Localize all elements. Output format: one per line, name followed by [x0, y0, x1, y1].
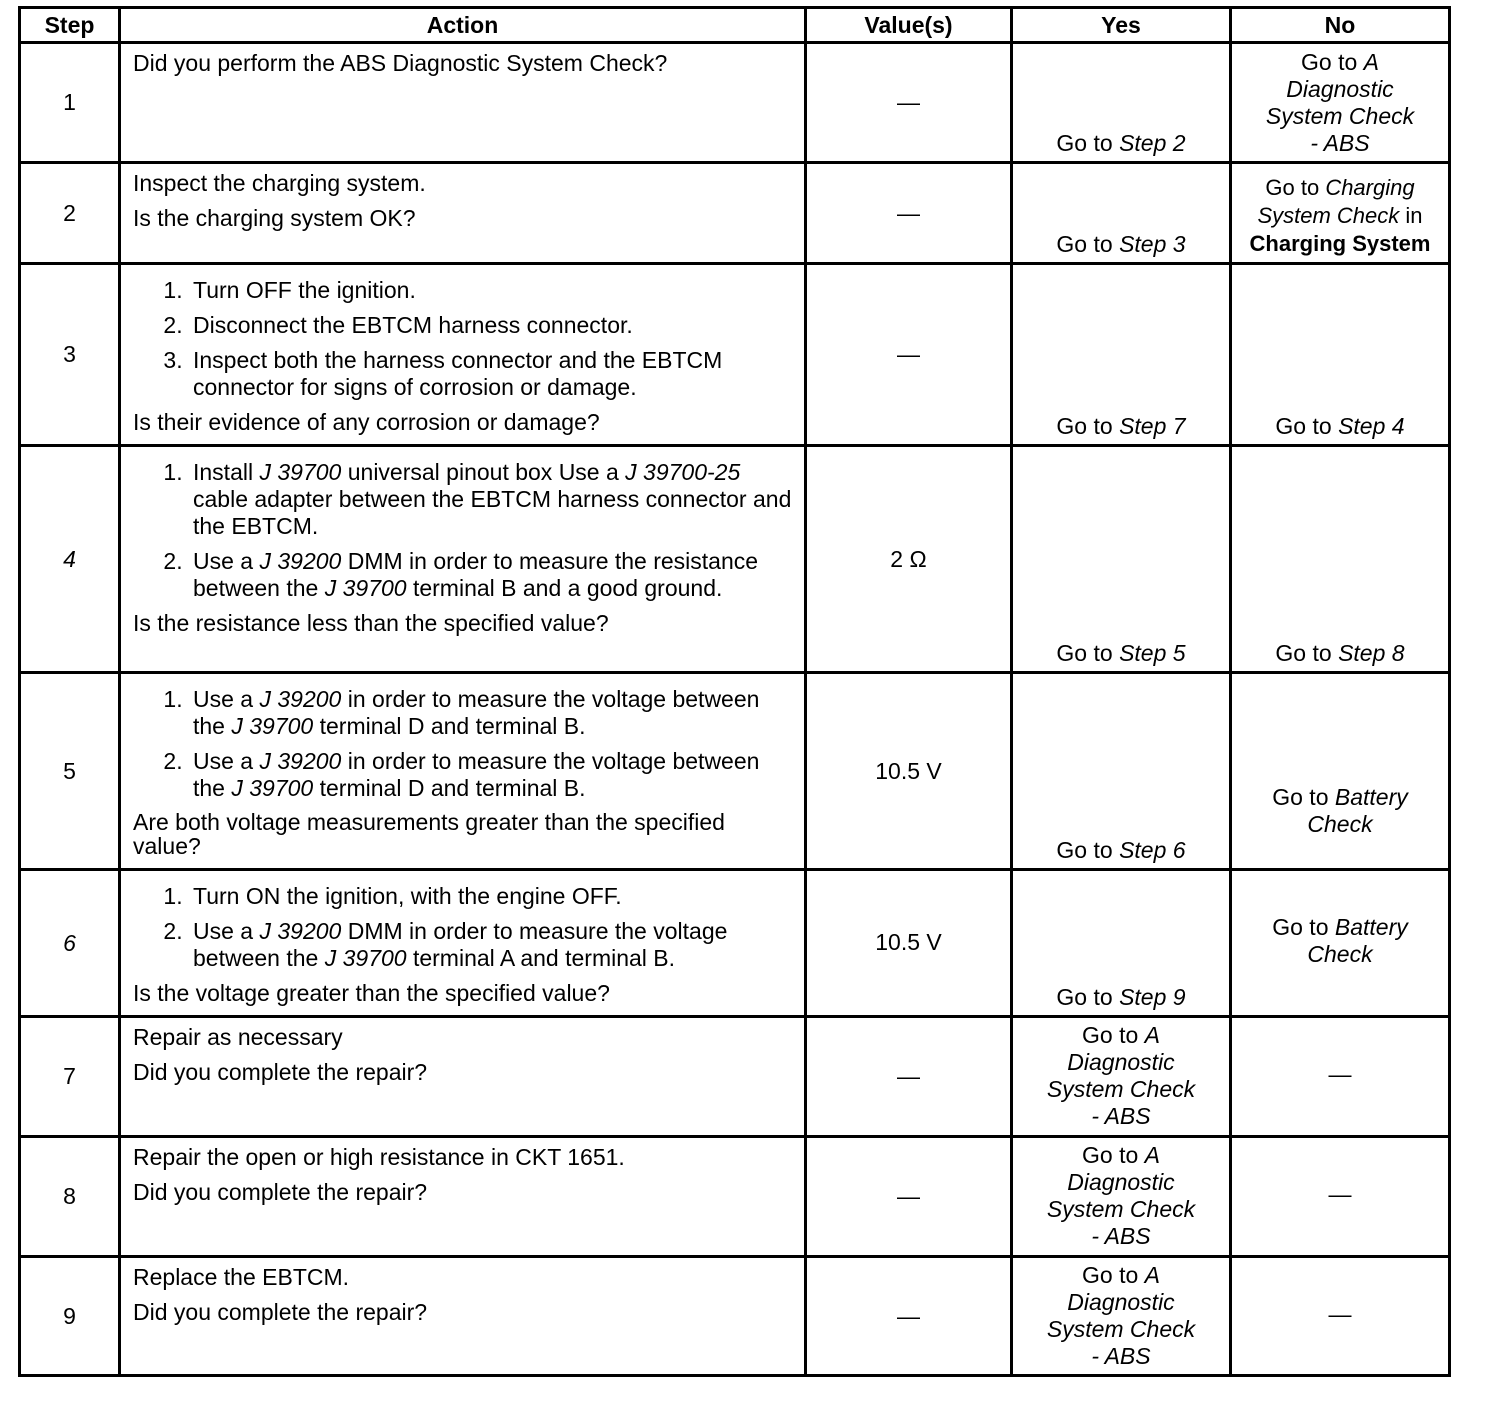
yes-cell: Go to A Diagnostic System Check - ABS — [1012, 1017, 1231, 1137]
yes-cell: Go to Step 2 — [1012, 43, 1231, 163]
no-cell: Go to Charging System Check in Charging System — [1231, 163, 1450, 264]
table-row — [20, 1017, 1450, 1137]
no-cell: Go to Step 4 — [1231, 264, 1450, 446]
yes-cell: Go to A Diagnostic System Check - ABS — [1012, 1257, 1231, 1376]
no-cell: Go to Battery Check — [1231, 673, 1450, 870]
action-steps — [133, 686, 796, 802]
action-question: Is the resistance less than the specified value? — [133, 610, 609, 636]
no-cell: Go to Step 8 — [1231, 446, 1450, 673]
action-cell — [120, 673, 806, 870]
action-step: 2. Use a J 39200 DMM in order to measure the resistance between the J 39700 terminal B and a good ground. — [189, 548, 796, 602]
action-cell — [120, 1137, 806, 1257]
yes-cell: Go to A Diagnostic System Check - ABS — [1012, 1137, 1231, 1257]
action-step: 2. Use a J 39200 in order to measure the voltage between the J 39700 terminal D and terminal B. — [189, 748, 796, 802]
no-cell: — — [1231, 1017, 1450, 1137]
table-row — [20, 1137, 1450, 1257]
action-text: Replace the EBTCM. — [133, 1264, 350, 1290]
value-cell: 2 Ω — [806, 446, 1012, 673]
action-steps — [133, 277, 796, 401]
action-question: Is their evidence of any corrosion or damage? — [133, 409, 600, 435]
table-row — [20, 673, 1450, 870]
action-steps — [133, 459, 796, 602]
value-cell: 10.5 V — [806, 673, 1012, 870]
action-step: 2. Disconnect the EBTCM harness connector. — [189, 312, 796, 339]
step-number: 3 — [20, 264, 120, 446]
action-step: 1. Install J 39700 universal pinout box Use a J 39700-25 cable adapter between the EBTCM harness connector and the EBTCM. — [189, 459, 796, 540]
diagnostic-table — [18, 6, 1451, 1377]
value-cell: 10.5 V — [806, 870, 1012, 1017]
no-cell: — — [1231, 1137, 1450, 1257]
action-text: Repair as necessary — [133, 1024, 343, 1050]
action-text: Inspect the charging system. — [133, 170, 426, 196]
action-text: Did you perform the ABS Diagnostic System Check? — [133, 50, 668, 76]
value-cell: — — [806, 1137, 1012, 1257]
action-cell — [120, 446, 806, 673]
table-row — [20, 870, 1450, 1017]
header-yes: Yes — [1012, 8, 1231, 43]
step-number: 4 — [20, 446, 120, 673]
header-no: No — [1231, 8, 1450, 43]
step-number: 8 — [20, 1137, 120, 1257]
table-row — [20, 43, 1450, 163]
header-values: Value(s) — [806, 8, 1012, 43]
action-step: 1. Use a J 39200 in order to measure the voltage between the J 39700 terminal D and terminal B. — [189, 686, 796, 740]
action-cell — [120, 264, 806, 446]
action-cell — [120, 870, 806, 1017]
step-number: 2 — [20, 163, 120, 264]
action-text: Repair the open or high resistance in CKT 1651. — [133, 1144, 625, 1170]
step-number: 9 — [20, 1257, 120, 1376]
action-step: 1. Turn ON the ignition, with the engine OFF. — [189, 883, 796, 910]
action-cell — [120, 163, 806, 264]
yes-cell: Go to Step 7 — [1012, 264, 1231, 446]
yes-cell: Go to Step 3 — [1012, 163, 1231, 264]
value-cell: — — [806, 1017, 1012, 1137]
action-cell — [120, 1257, 806, 1376]
no-cell: Go to Battery Check — [1231, 870, 1450, 1017]
table-row — [20, 163, 1450, 264]
table-row — [20, 1257, 1450, 1376]
value-cell: — — [806, 264, 1012, 446]
header-step: Step — [20, 8, 120, 43]
action-question: Is the charging system OK? — [133, 205, 416, 231]
action-question: Did you complete the repair? — [133, 1179, 428, 1205]
step-number: 7 — [20, 1017, 120, 1137]
step-number: 5 — [20, 673, 120, 870]
action-question: Is the voltage greater than the specified value? — [133, 980, 610, 1006]
table-row — [20, 446, 1450, 673]
step-number: 1 — [20, 43, 120, 163]
yes-cell: Go to Step 9 — [1012, 870, 1231, 1017]
value-cell: — — [806, 43, 1012, 163]
yes-cell: Go to Step 6 — [1012, 673, 1231, 870]
step-number: 6 — [20, 870, 120, 1017]
action-question: Did you complete the repair? — [133, 1059, 428, 1085]
header-row — [20, 8, 1450, 43]
table-row — [20, 264, 1450, 446]
action-cell — [120, 43, 806, 163]
action-step: 1. Turn OFF the ignition. — [189, 277, 796, 304]
no-cell: — — [1231, 1257, 1450, 1376]
action-step: 2. Use a J 39200 DMM in order to measure the voltage between the J 39700 terminal A and terminal B. — [189, 918, 796, 972]
value-cell: — — [806, 163, 1012, 264]
action-question: Did you complete the repair? — [133, 1299, 428, 1325]
yes-cell: Go to Step 5 — [1012, 446, 1231, 673]
no-cell: Go to A Diagnostic System Check - ABS — [1231, 43, 1450, 163]
action-question: Are both voltage measurements greater than the specified value? — [133, 809, 725, 859]
action-steps — [133, 883, 796, 972]
action-cell — [120, 1017, 806, 1137]
header-action: Action — [120, 8, 806, 43]
action-step: 3. Inspect both the harness connector and the EBTCM connector for signs of corrosion or damage. — [189, 347, 796, 401]
value-cell: — — [806, 1257, 1012, 1376]
